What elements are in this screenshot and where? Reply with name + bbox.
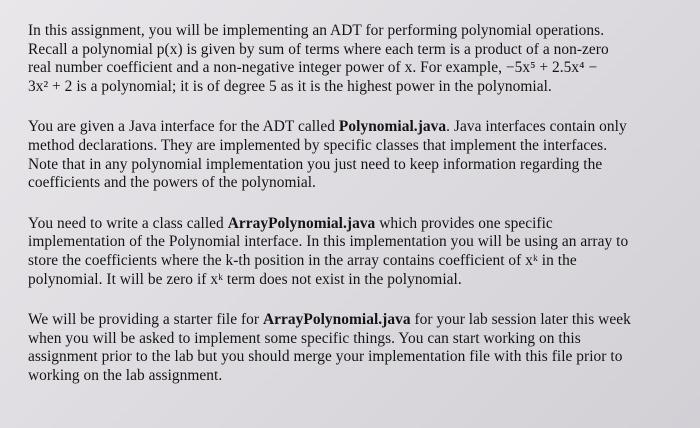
text-line: when you will be asked to implement some specific things. You can start working on this bbox=[28, 329, 581, 347]
text-line: real number coefficient and a non-negative integer power of x. For example, −5x⁵ + 2.5x⁴ − bbox=[28, 59, 598, 77]
text-line: We will be providing a starter file for ArrayPolynomial.java for your lab session later this week bbox=[28, 311, 631, 329]
text-line: You are given a Java interface for the ADT called Polynomial.java. Java interfaces contain only bbox=[28, 118, 627, 136]
text-line: polynomial. It will be zero if xᵏ term does not exist in the polynomial. bbox=[28, 270, 462, 288]
text-line: working on the lab assignment. bbox=[28, 366, 223, 384]
text-line: method declarations. They are implemented by specific classes that implement the interfaces. bbox=[28, 136, 608, 154]
text-line: 3x² + 2 is a polynomial; it is of degree 5 as it is the highest power in the polynomial. bbox=[28, 77, 552, 95]
paragraph-intro bbox=[28, 22, 676, 96]
text-line: Note that in any polynomial implementation you just need to keep information regarding the bbox=[28, 155, 603, 173]
paragraph-array-class bbox=[28, 215, 676, 289]
text-line: implementation of the Polynomial interface. In this implementation you will be using an array to bbox=[28, 233, 629, 251]
text-line: Recall a polynomial p(x) is given by sum of terms where each term is a product of a non-zero bbox=[28, 40, 609, 58]
text-line: store the coefficients where the k-th position in the array contains coefficient of xᵏ in the bbox=[28, 251, 577, 269]
text-line: You need to write a class called ArrayPolynomial.java which provides one specific bbox=[28, 214, 553, 232]
text-line: assignment prior to the lab but you should merge your implementation file with this file prior to bbox=[28, 348, 623, 366]
text-line: coefficients and the powers of the polynomial. bbox=[28, 174, 316, 192]
paragraph-starter-file bbox=[28, 311, 676, 385]
paragraph-interface bbox=[28, 118, 676, 192]
text-line: In this assignment, you will be implementing an ADT for performing polynomial operations. bbox=[28, 22, 605, 39]
